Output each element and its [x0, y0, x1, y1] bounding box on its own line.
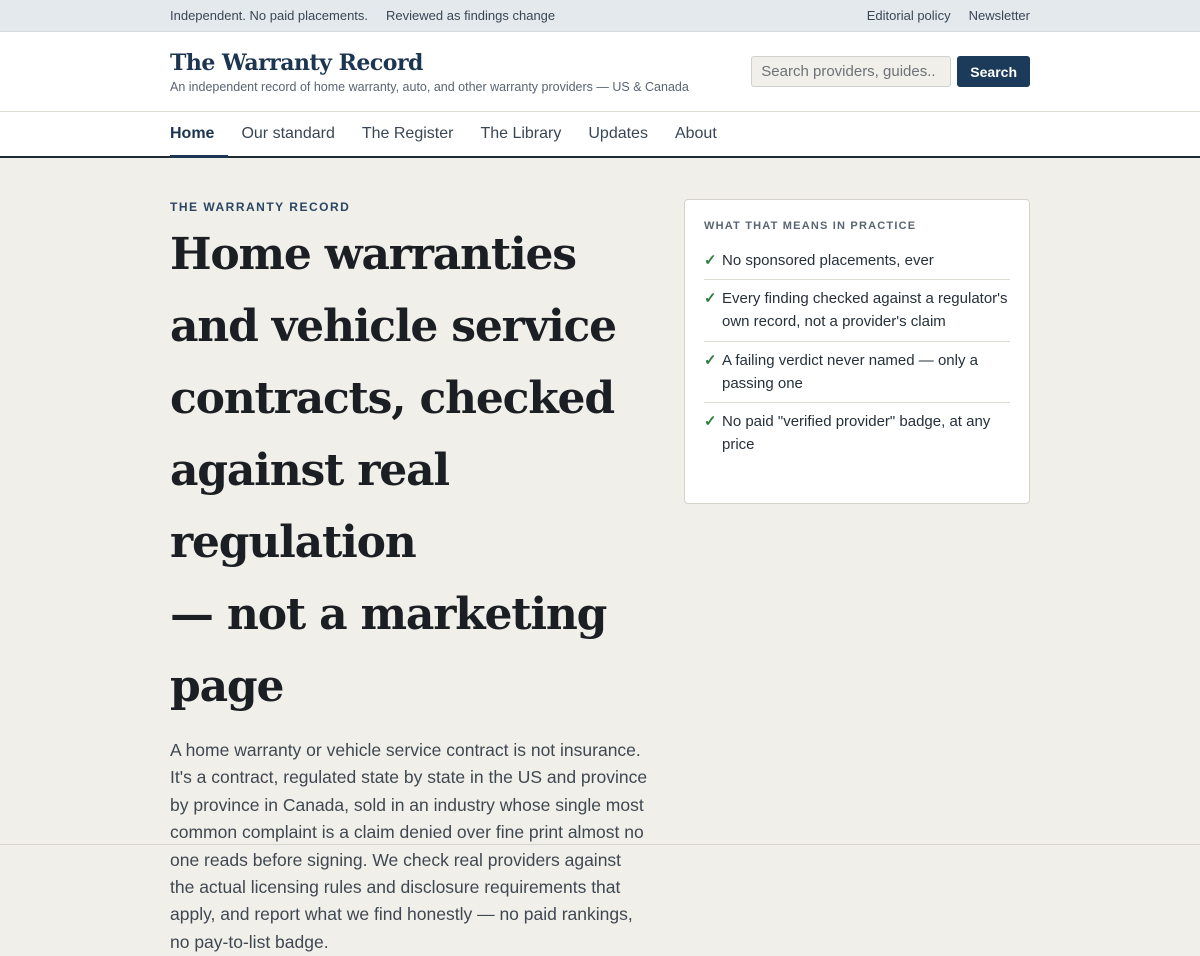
nav-item-the-register[interactable]: The Register	[361, 125, 454, 142]
headline-line: contracts, checked	[170, 373, 614, 424]
practice-card-heading: WHAT THAT MEANS IN PRACTICE	[704, 220, 917, 232]
site-tagline: An independent record of home warranty, auto, and other warranty providers — US & Canada	[170, 79, 689, 94]
headline-line: and vehicle service	[170, 301, 616, 352]
utility-bar	[0, 0, 1200, 32]
hero-intro: A home warranty or vehicle service contract is not insurance. It's a contract, regulated state by state in the US and province by province in Canada, sold in an industry whose single most common complaint is a claim denied over fine print almost no one reads before signing. We check real providers against the actual licensing rules and disclosure requirements that apply, and report what we find honestly — no paid rankings, no pay-to-list badge.	[170, 740, 648, 952]
search-form	[751, 56, 1030, 87]
nav-item-home[interactable]: Home	[170, 112, 228, 156]
masthead	[0, 32, 1200, 112]
no-paid-placements-note: Independent. No paid placements.	[170, 8, 369, 23]
headline-line: — not a marketing page	[170, 589, 607, 712]
nav-item-about[interactable]: About	[674, 125, 717, 142]
headline-line: Home warranties	[170, 229, 576, 280]
list-item	[704, 247, 1010, 280]
list-item	[704, 403, 1010, 463]
check-icon: ✓	[704, 290, 717, 308]
nav-item-the-library[interactable]: The Library	[480, 125, 562, 142]
check-icon: ✓	[704, 413, 717, 431]
headline-line: against real regulation	[170, 445, 449, 568]
list-item	[704, 342, 1010, 403]
utility-right	[867, 8, 1030, 23]
reviewed-note: Reviewed as findings change	[386, 8, 556, 23]
utility-left	[170, 8, 555, 23]
newsletter-link[interactable]: Newsletter	[968, 8, 1030, 23]
site-title[interactable]: The Warranty Record	[170, 49, 423, 76]
list-item	[704, 280, 1010, 341]
check-icon: ✓	[704, 252, 717, 269]
hero-eyebrow: THE WARRANTY RECORD	[170, 200, 351, 214]
practice-list	[704, 247, 1010, 463]
list-item-text: A failing verdict never named — only a passing one	[722, 351, 978, 392]
list-item-text: No paid "verified provider" badge, at any price	[722, 413, 991, 454]
hero-content	[170, 200, 650, 956]
editorial-policy-link[interactable]: Editorial policy	[866, 8, 951, 23]
brand[interactable]	[170, 50, 689, 94]
check-icon: ✓	[704, 351, 717, 369]
nav-item-updates[interactable]: Updates	[588, 125, 648, 142]
list-item-text: No sponsored placements, ever	[722, 252, 934, 269]
practice-card	[684, 199, 1030, 504]
search-input[interactable]	[751, 56, 951, 87]
list-item-text: Every finding checked against a regulator's own record, not a provider's claim	[722, 290, 1008, 331]
hero-section	[0, 158, 1200, 952]
nav-item-our-standard[interactable]: Our standard	[241, 125, 335, 142]
search-button[interactable]: Search	[957, 56, 1030, 87]
main-nav	[0, 112, 1200, 158]
hero-headline	[170, 219, 650, 723]
